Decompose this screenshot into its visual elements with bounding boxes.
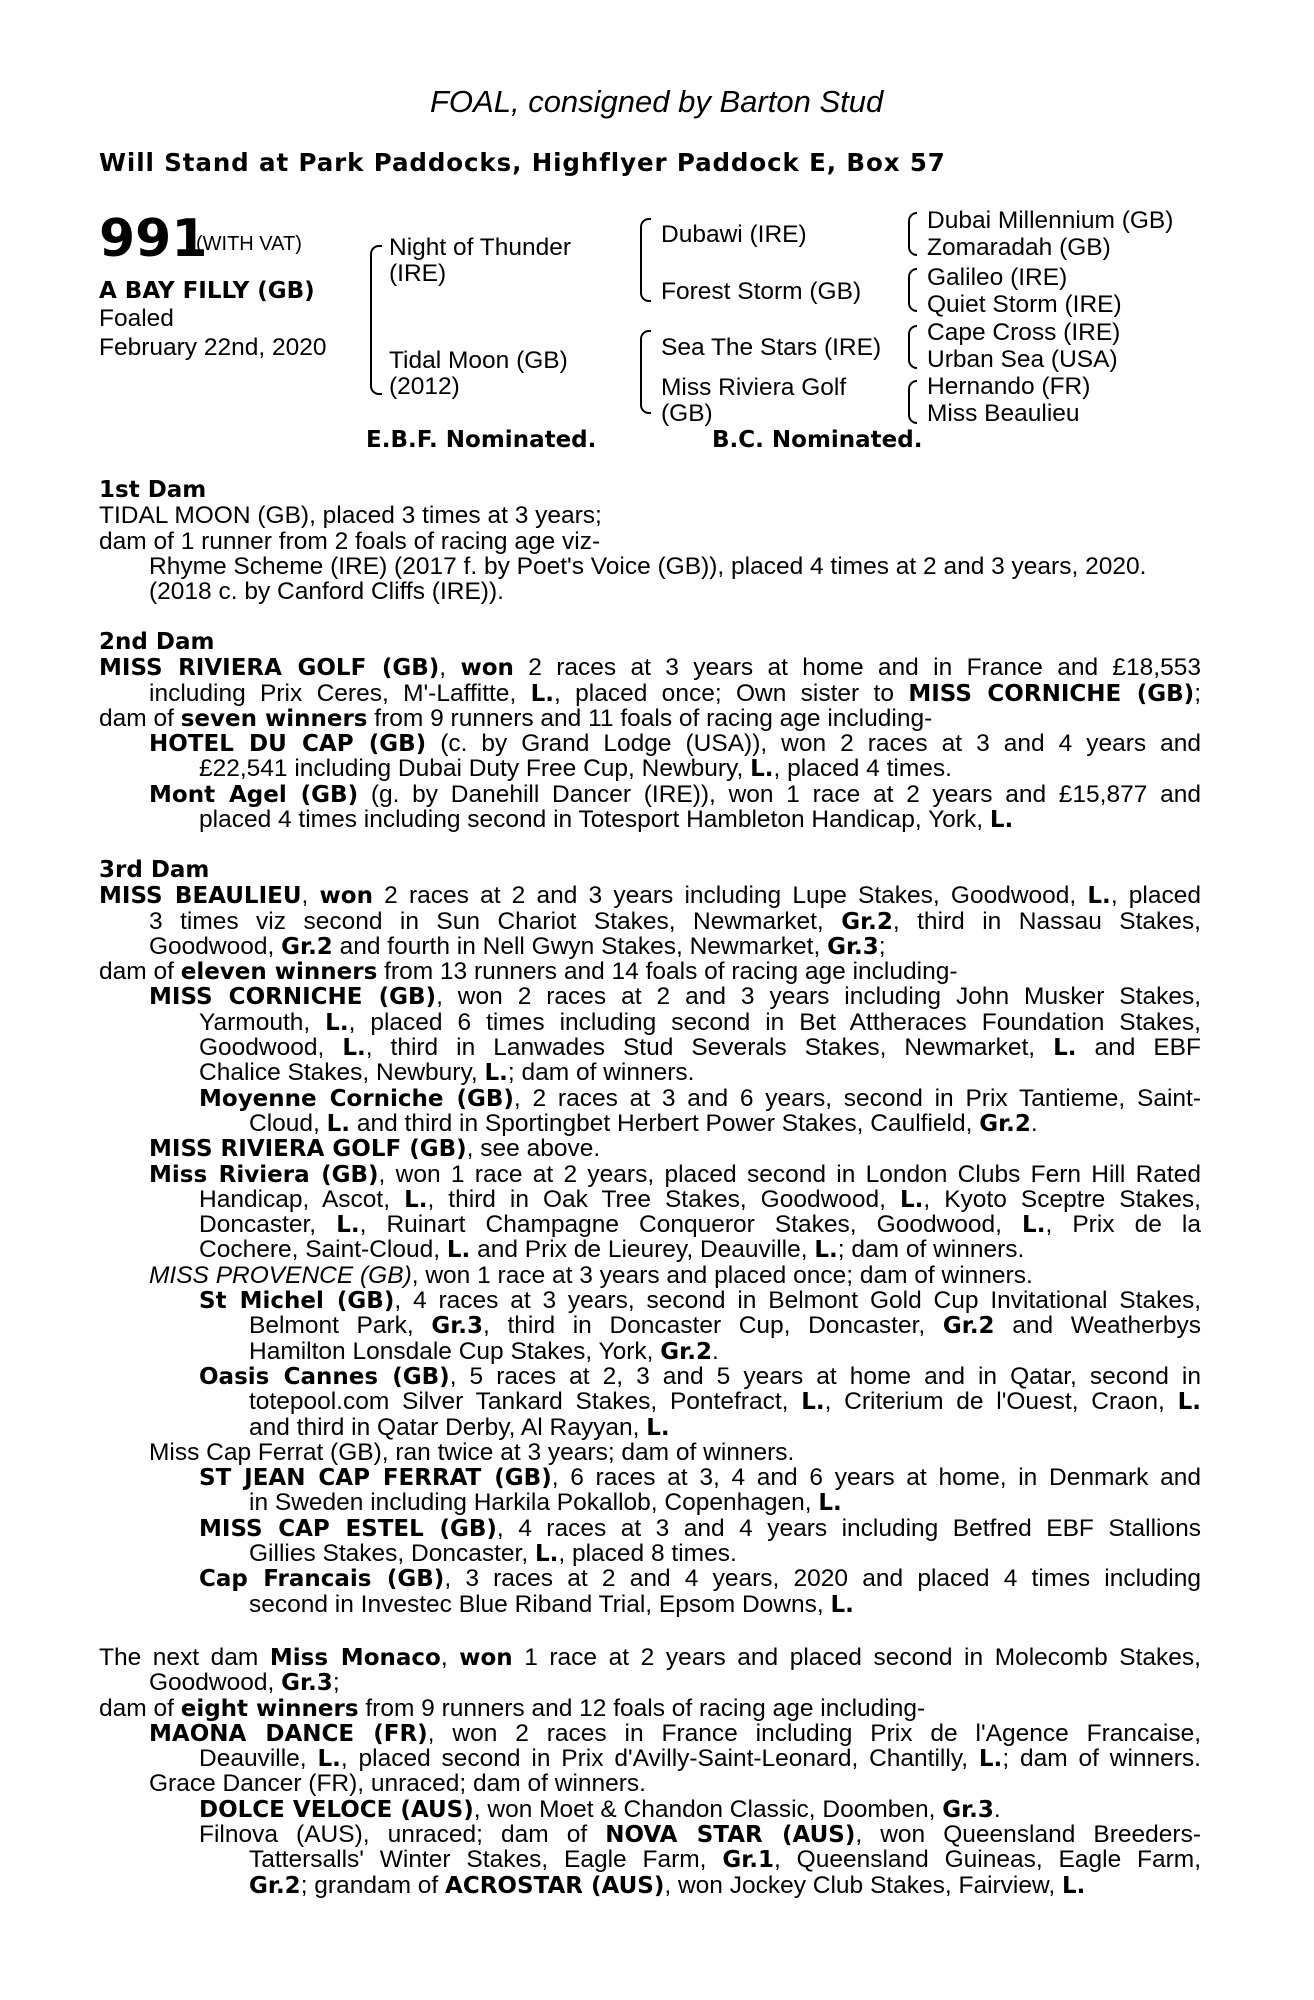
ebf-nomination: E.B.F. Nominated. xyxy=(366,427,597,453)
third-dam-heading: 3rd Dam xyxy=(99,857,210,883)
second-dam-line: HOTEL DU CAP (GB) (c. by Grand Lodge (USA)), won 2 races at 3 and 4 years and xyxy=(149,730,1201,758)
third-dam-line: Cap Francais (GB), 3 races at 2 and 4 years, 2020 and placed 4 times including xyxy=(199,1565,1201,1593)
sire-line-1: Night of Thunder xyxy=(389,234,572,261)
third-dam-line: St Michel (GB), 4 races at 3 years, second in Belmont Gold Cup Invitational Stakes, xyxy=(199,1287,1201,1315)
sire-sire: Dubawi (IRE) xyxy=(661,221,807,248)
second-dam-section xyxy=(99,630,1201,832)
third-dam-line: Hamilton Lonsdale Cup Stakes, York, Gr.2. xyxy=(249,1337,719,1365)
sire-line-2: (IRE) xyxy=(389,260,447,288)
third-dam-line: Goodwood, L., third in Lanwades Stud Severals Stakes, Newmarket, L. and EBF xyxy=(199,1034,1201,1062)
pedigree-g3-5: Cape Cross (IRE) xyxy=(927,319,1121,346)
pedigree-g3-2: Zomaradah (GB) xyxy=(927,234,1111,261)
third-dam-line: Moyenne Corniche (GB), 2 races at 3 and 6 years, second in Prix Tantieme, Saint- xyxy=(199,1084,1201,1112)
vat-note: (WITH VAT) xyxy=(196,233,302,255)
third-dam-line: totepool.com Silver Tankard Stakes, Pontefract, L., Criterium de l'Ouest, Craon, L. xyxy=(249,1388,1201,1416)
pedigree-g3-1: Dubai Millennium (GB) xyxy=(927,207,1174,234)
third-dam-line: MISS BEAULIEU, won 2 races at 2 and 3 years including Lupe Stakes, Goodwood, L., placed xyxy=(99,882,1201,910)
dam-dam xyxy=(661,375,846,427)
third-dam-line: Doncaster, L., Ruinart Champagne Conqueror Stakes, Goodwood, L., Prix de la xyxy=(199,1211,1201,1239)
second-dam-heading: 2nd Dam xyxy=(99,629,215,655)
pedigree-brace-g2 xyxy=(908,268,917,312)
stand-location: Will Stand at Park Paddocks, Highflyer Paddock E, Box 57 xyxy=(99,148,946,177)
bc-nomination: B.C. Nominated. xyxy=(712,427,923,453)
pedigree-g3-7: Hernando (FR) xyxy=(927,373,1091,400)
third-dam-line: 3 times viz second in Sun Chariot Stakes, Newmarket, Gr.2, third in Nassau Stakes, xyxy=(149,907,1201,935)
third-dam-line: Gillies Stakes, Doncaster, L., placed 8 times. xyxy=(249,1540,737,1568)
pedigree-g3-3: Galileo (IRE) xyxy=(927,264,1068,291)
third-dam-line: Miss Riviera (GB), won 1 race at 2 years, placed second in London Clubs Fern Hill Rated xyxy=(149,1160,1201,1188)
dam-dam-line-1: Miss Riviera Golf xyxy=(661,374,847,401)
next-dam-line: The next dam Miss Monaco, won 1 race at 2 years and placed second in Molecomb Stakes, xyxy=(99,1644,1201,1671)
next-dam-line: Tattersalls' Winter Stakes, Eagle Farm, Gr.1, Queensland Guineas, Eagle Farm, xyxy=(249,1846,1201,1874)
third-dam-section xyxy=(99,858,1201,1617)
third-dam-line: MISS CAP ESTEL (GB), 4 races at 3 and 4 years including Betfred EBF Stallions xyxy=(199,1514,1201,1542)
pedigree-g3-4: Quiet Storm (IRE) xyxy=(927,291,1122,318)
foaled-label: Foaled xyxy=(99,305,174,332)
first-dam-heading: 1st Dam xyxy=(99,477,207,503)
second-dam-line: including Prix Ceres, M'-Laffitte, L., placed once; Own sister to MISS CORNICHE (GB); xyxy=(149,679,1202,707)
third-dam-line: Handicap, Ascot, L., third in Oak Tree Stakes, Goodwood, L., Kyoto Sceptre Stakes, xyxy=(199,1185,1201,1213)
pedigree-brace-dam xyxy=(640,330,651,414)
second-dam-line: £22,541 including Dubai Duty Free Cup, Newbury, L., placed 4 times. xyxy=(199,755,952,783)
dam-dam-line-2: (GB) xyxy=(661,400,713,428)
next-dam-line: Filnova (AUS), unraced; dam of NOVA STAR (AUS), won Queensland Breeders- xyxy=(199,1821,1201,1849)
third-dam-line: MISS RIVIERA GOLF (GB), see above. xyxy=(149,1135,601,1163)
next-dam-section xyxy=(99,1645,1201,1898)
first-dam-line: (2018 c. by Canford Cliffs (IRE)). xyxy=(149,578,504,606)
next-dam-line: Grace Dancer (FR), unraced; dam of winners. xyxy=(149,1770,646,1798)
foaled-date: February 22nd, 2020 xyxy=(99,334,327,361)
first-dam-line: TIDAL MOON (GB), placed 3 times at 3 years; xyxy=(99,502,602,530)
pedigree-brace-g3 xyxy=(908,325,917,369)
second-dam-line: dam of seven winners from 9 runners and 11 foals of racing age including- xyxy=(99,704,933,732)
first-dam-line: Rhyme Scheme (IRE) (2017 f. by Poet's Voice (GB)), placed 4 times at 2 and 3 years, 2020. xyxy=(149,552,1147,580)
next-dam-line: MAONA DANCE (FR), won 2 races in France including Prix de l'Agence Francaise, xyxy=(149,1719,1202,1747)
pedigree-g3-6: Urban Sea (USA) xyxy=(927,346,1118,373)
third-dam-line: Cloud, L. and third in Sportingbet Herbert Power Stakes, Caulfield, Gr.2. xyxy=(249,1109,1038,1137)
lot-number: 991 xyxy=(99,209,208,269)
catalogue-title: FOAL, consigned by Barton Stud xyxy=(430,84,884,119)
third-dam-line: second in Investec Blue Riband Trial, Epsom Downs, L. xyxy=(249,1590,854,1618)
first-dam-line: dam of 1 runner from 2 foals of racing age viz- xyxy=(99,527,601,555)
pedigree-g3-8: Miss Beaulieu xyxy=(927,400,1080,427)
dam-line-2: (2012) xyxy=(389,373,460,401)
third-dam-line: MISS CORNICHE (GB), won 2 races at 2 and 3 years including John Musker Stakes, xyxy=(149,983,1201,1011)
pedigree-brace-g1 xyxy=(908,212,917,256)
third-dam-line: dam of eleven winners from 13 runners and 14 foals of racing age including- xyxy=(99,958,958,986)
third-dam-line: MISS PROVENCE (GB), won 1 race at 3 years and placed once; dam of winners. xyxy=(149,1261,1033,1289)
next-dam-line: Goodwood, Gr.3; xyxy=(149,1669,340,1697)
dam-sire: Sea The Stars (IRE) xyxy=(661,334,882,361)
lot-name: A BAY FILLY (GB) xyxy=(99,278,315,304)
pedigree-brace-g4 xyxy=(908,380,917,424)
next-dam-line: DOLCE VELOCE (AUS), won Moet & Chandon Classic, Doomben, Gr.3. xyxy=(199,1795,1001,1823)
third-dam-line: Yarmouth, L., placed 6 times including second in Bet Attheraces Foundation Stakes, xyxy=(199,1008,1201,1036)
third-dam-line: Chalice Stakes, Newbury, L.; dam of winners. xyxy=(199,1059,695,1087)
third-dam-line: Cochere, Saint-Cloud, L. and Prix de Lieurey, Deauville, L.; dam of winners. xyxy=(199,1236,1025,1264)
dam-name xyxy=(389,348,568,400)
next-dam-line: dam of eight winners from 9 runners and 12 foals of racing age including- xyxy=(99,1694,926,1722)
second-dam-line: placed 4 times including second in Totesport Hambleton Handicap, York, L. xyxy=(199,806,1014,834)
pedigree-brace-sire xyxy=(640,218,651,302)
third-dam-line: ST JEAN CAP FERRAT (GB), 6 races at 3, 4 and 6 years at home, in Denmark and xyxy=(199,1464,1201,1492)
next-dam-line: Deauville, L., placed second in Prix d'Avilly-Saint-Leonard, Chantilly, L.; dam of winners. xyxy=(199,1745,1201,1773)
dam-line-1: Tidal Moon (GB) xyxy=(389,347,568,374)
third-dam-line: in Sweden including Harkila Pokallob, Copenhagen, L. xyxy=(249,1489,842,1517)
third-dam-line: Goodwood, Gr.2 and fourth in Nell Gwyn Stakes, Newmarket, Gr.3; xyxy=(149,932,886,960)
second-dam-line: Mont Agel (GB) (g. by Danehill Dancer (IRE)), won 1 race at 2 years and £15,877 and xyxy=(149,780,1201,808)
second-dam-line: MISS RIVIERA GOLF (GB), won 2 races at 3 years at home and in France and £18,553 xyxy=(99,654,1201,682)
next-dam-line: Gr.2; grandam of ACROSTAR (AUS), won Jockey Club Stakes, Fairview, L. xyxy=(249,1871,1086,1899)
sire-dam: Forest Storm (GB) xyxy=(661,278,862,305)
sire-name xyxy=(389,235,571,287)
third-dam-line: Miss Cap Ferrat (GB), ran twice at 3 years; dam of winners. xyxy=(149,1438,795,1466)
pedigree-brace-main xyxy=(370,245,382,395)
third-dam-line: and third in Qatar Derby, Al Rayyan, L. xyxy=(249,1413,670,1441)
third-dam-line: Oasis Cannes (GB), 5 races at 2, 3 and 5 years at home and in Qatar, second in xyxy=(199,1362,1201,1390)
third-dam-line: Belmont Park, Gr.3, third in Doncaster Cup, Doncaster, Gr.2 and Weatherbys xyxy=(249,1312,1201,1340)
first-dam-section xyxy=(99,478,1201,604)
